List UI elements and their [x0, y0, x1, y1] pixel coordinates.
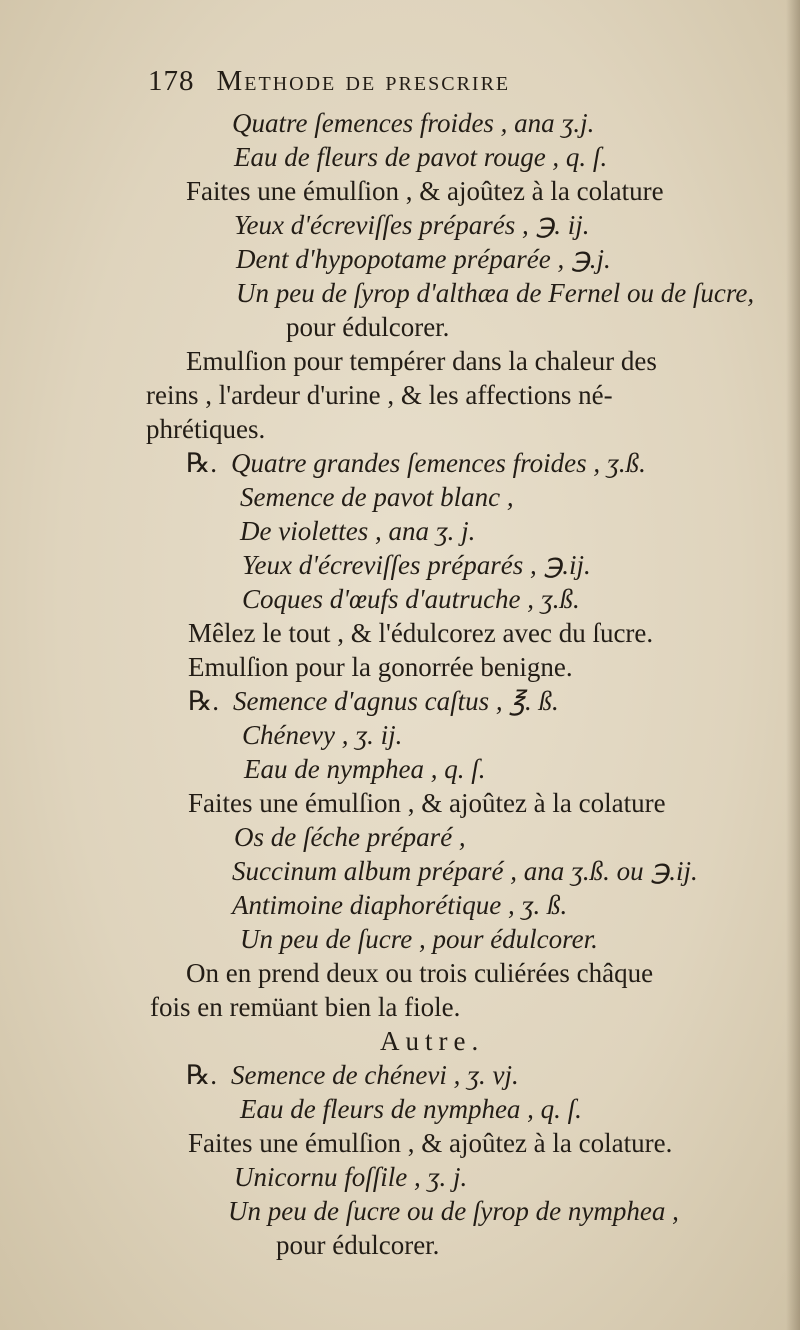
page-number: 178	[148, 65, 195, 97]
text-line: fois en remüant bien la fiole.	[150, 992, 461, 1022]
text-line: Antimoine diaphorétique , ʒ. ß.	[232, 890, 568, 920]
text-line: Os de ſéche préparé ,	[234, 822, 466, 852]
text-line: Un peu de ſyrop d'althæa de Fernel ou de ſucre,	[236, 278, 755, 308]
section-heading: Autre.	[380, 1026, 485, 1056]
recipe-symbol: ℞.	[186, 1060, 217, 1090]
text-line: Unicornu foſſile , ʒ. j.	[234, 1162, 468, 1192]
text-line: pour édulcorer.	[276, 1230, 440, 1260]
text-line: Quatre ſemences froides , ana ʒ.j.	[232, 108, 595, 138]
text-line: Emulſion pour tempérer dans la chaleur des	[186, 346, 657, 376]
text-line: Eau de fleurs de pavot rouge , q. ſ.	[234, 142, 608, 172]
recipe-symbol: ℞.	[186, 448, 217, 478]
text-line: Dent d'hypopotame préparée , ℈.j.	[236, 244, 611, 274]
recipe-line	[186, 448, 646, 478]
text-line: Chénevy , ʒ. ij.	[242, 720, 403, 750]
text-line: Un peu de ſucre , pour édulcorer.	[240, 924, 598, 954]
text-line: Yeux d'écreviſſes préparés , ℈. ij.	[234, 210, 590, 240]
text-line: Mêlez le tout , & l'édulcorez avec du ſucre.	[188, 618, 654, 648]
text-line: Semence d'agnus caſtus , ℥. ß.	[232, 686, 559, 716]
recipe-line	[188, 686, 559, 716]
recipe-line	[186, 1060, 519, 1090]
text-line: Faites une émulſion , & ajoûtez à la colature	[188, 788, 666, 818]
text-line: reins , l'ardeur d'urine , & les affections né-	[146, 380, 613, 410]
running-title: Methode de prescrire	[216, 65, 511, 97]
text-line: Quatre grandes ſemences froides , ʒ.ß.	[230, 448, 646, 478]
text-line: De violettes , ana ʒ. j.	[240, 516, 476, 546]
text-line: Faites une émulſion , & ajoûtez à la colature	[186, 176, 664, 206]
text-line: Faites une émulſion , & ajoûtez à la colature.	[188, 1128, 673, 1158]
text-line: Eau de fleurs de nymphea , q. ſ.	[240, 1094, 582, 1124]
text-line: Emulſion pour la gonorrée benigne.	[188, 652, 573, 682]
text-line: Un peu de ſucre ou de ſyrop de nymphea ,	[228, 1196, 679, 1226]
recipe-symbol: ℞.	[188, 686, 219, 716]
text-line: Coques d'œufs d'autruche , ʒ.ß.	[242, 584, 580, 614]
running-header	[148, 66, 510, 96]
text-line: Semence de chénevi , ʒ. vj.	[230, 1060, 519, 1090]
text-line: On en prend deux ou trois culiérées châque	[186, 958, 654, 988]
text-line: Yeux d'écreviſſes préparés , ℈.ij.	[242, 550, 591, 580]
text-line: Succinum album préparé , ana ʒ.ß. ou ℈.ij.	[232, 856, 698, 886]
text-line: pour édulcorer.	[286, 312, 450, 342]
text-line: Eau de nymphea , q. ſ.	[244, 754, 486, 784]
text-line: phrétiques.	[146, 414, 266, 444]
text-line: Semence de pavot blanc ,	[240, 482, 514, 512]
